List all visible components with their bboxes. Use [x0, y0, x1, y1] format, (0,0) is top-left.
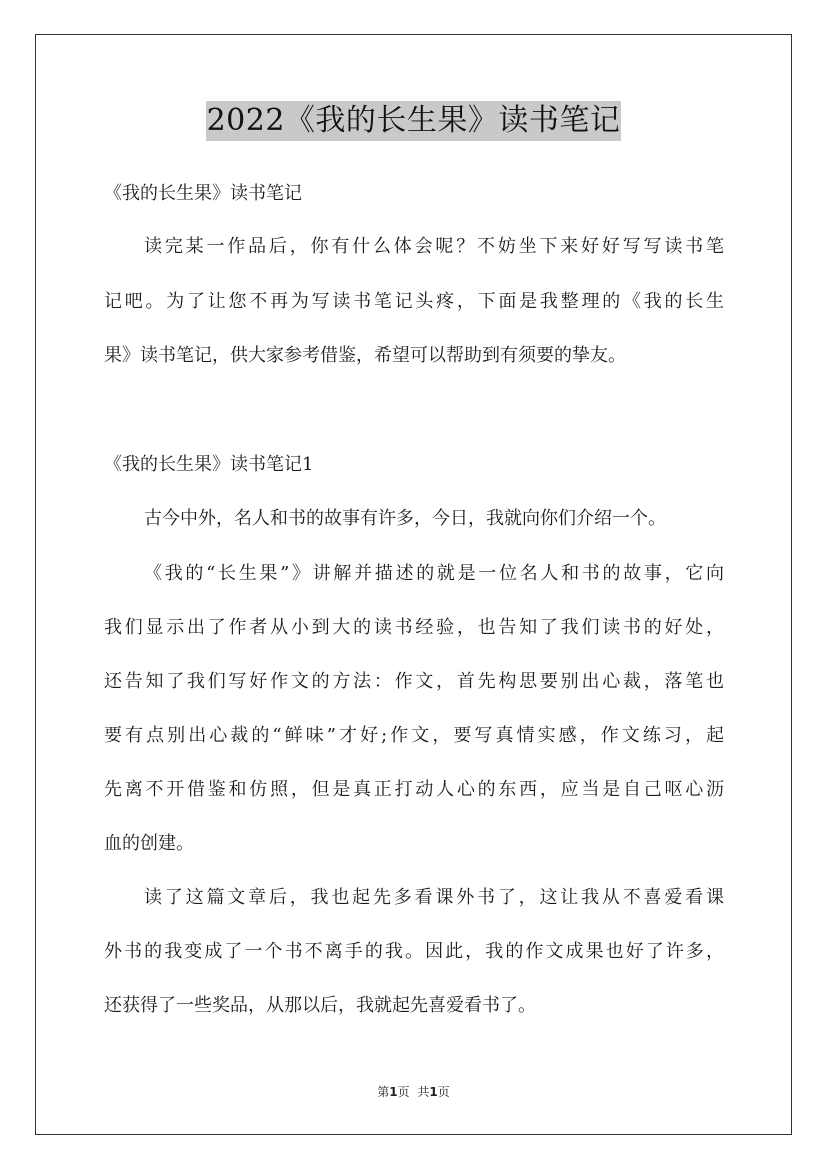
body-line-9: 外书的我变成了一个书不离手的我。因此，我的作文成果也好了许多，: [104, 941, 724, 962]
intro-line-1: 读完某一作品后，你有什么体会呢？不妨坐下来好好写写读书笔: [144, 236, 724, 257]
document-title: 2022《我的长生果》读书笔记: [206, 101, 622, 141]
title-container: [0, 101, 827, 141]
body-line-10: 还获得了一些奖品，从那以后，我就起先喜爱看书了。: [104, 995, 536, 1016]
body-line-1: 古今中外，名人和书的故事有许多，今日，我就向你们介绍一个。: [144, 508, 666, 529]
body-line-4: 还告知了我们写好作文的方法：作文，首先构思要别出心裁，落笔也: [104, 671, 724, 692]
body-line-3: 我们显示出了作者从小到大的读书经验，也告知了我们读书的好处，: [104, 617, 724, 638]
footer-page-suffix: 页: [397, 1085, 410, 1099]
document-subtitle: 《我的长生果》读书笔记: [104, 183, 302, 204]
body-line-8: 读了这篇文章后，我也起先多看课外书了，这让我从不喜爱看课: [144, 887, 724, 908]
footer-total-suffix: 页: [437, 1085, 450, 1099]
footer-page-prefix: 第: [377, 1085, 390, 1099]
section-heading: 《我的长生果》读书笔记1: [104, 454, 314, 475]
footer-total-prefix: 共: [417, 1085, 430, 1099]
body-line-7: 血的创建。: [104, 833, 194, 854]
body-line-5: 要有点别出心裁的“鲜味”才好;作文，要写真情实感，作文练习，起: [104, 725, 724, 746]
body-line-2: 《我的“长生果”》讲解并描述的就是一位名人和书的故事，它向: [144, 563, 724, 584]
body-line-6: 先离不开借鉴和仿照，但是真正打动人心的东西，应当是自己呕心沥: [104, 779, 724, 800]
intro-line-2: 记吧。为了让您不再为写读书笔记头疼，下面是我整理的《我的长生: [104, 291, 724, 312]
intro-line-3: 果》读书笔记，供大家参考借鉴，希望可以帮助到有须要的挚友。: [104, 345, 626, 366]
page-footer: [0, 1084, 827, 1100]
footer-page-number: 1: [389, 1085, 398, 1099]
footer-total-number: 1: [429, 1085, 438, 1099]
